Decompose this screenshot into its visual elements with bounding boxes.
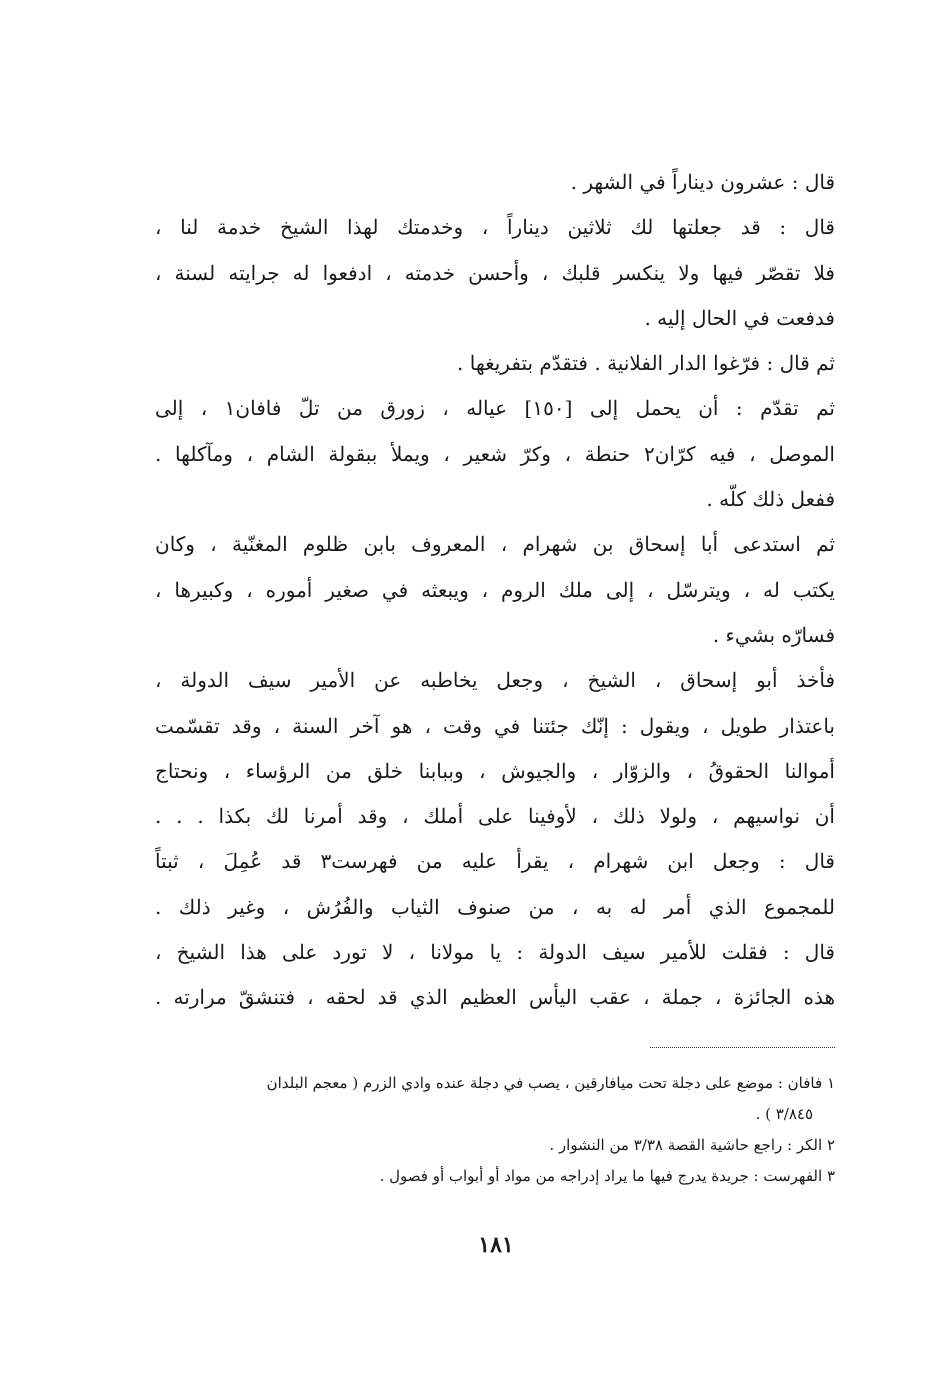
text-line: قال : قد جعلتها لك ثلاثين ديناراً ، وخدمتك لهذا الشيخ خدمة لنا ، <box>155 215 835 240</box>
page-number: ١٨١ <box>478 1232 514 1258</box>
text-line: للمجموع الذي أمر له به ، من صنوف الثياب والفُرُش ، وغير ذلك . <box>155 894 835 919</box>
text-line: قال : فقلت للأمير سيف الدولة : يا مولانا ، لا تورد على هذا الشيخ ، <box>155 940 835 965</box>
text-line: ففعل ذلك كلّه . <box>706 487 835 512</box>
footnotes <box>160 1068 835 1192</box>
footnote-divider <box>650 1047 835 1048</box>
text-line: باعتذار طويل ، ويقول : إنّك جئتنا في وقت ، هو آخر السنة ، وقد تقسّمت <box>155 713 835 738</box>
text-line: أن نواسيهم ، ولولا ذلك ، لأوفينا على أملك ، وقد أمرنا لك بكذا . . . <box>155 804 835 829</box>
text-line: فسارّه بشيء . <box>712 622 835 647</box>
text-line: هذه الجائزة ، جملة ، عقب اليأس العظيم الذي قد لحقه ، فتنشقّ مرارته . <box>155 985 835 1010</box>
footnote-2: ٢ الكر : راجع حاشية القصة ٣/٣٨ من النشوار . <box>549 1136 835 1154</box>
footnote-1-continuation: ٣/٨٤٥ ) . <box>755 1105 813 1123</box>
text-line: فدفعت في الحال إليه . <box>644 305 835 330</box>
footnote-1: ١ فافان : موضع على دجلة تحت ميافارقين ، يصب في دجلة عنده وادي الزرم ( معجم البلدان <box>266 1074 835 1092</box>
body-text <box>155 160 835 1021</box>
text-line: قال : وجعل ابن شهرام ، يقرأ عليه من فهرست٣ قد عُمِلَ ، ثبتاً <box>155 849 835 874</box>
text-line: قال : عشرون ديناراً في الشهر . <box>570 170 835 194</box>
text-line: فلا تقصّر فيها ولا ينكسر قلبك ، وأحسن خدمته ، ادفعوا له جرايته لسنة ، <box>155 260 835 285</box>
text-line: فأخذ أبو إسحاق ، الشيخ ، وجعل يخاطبه عن الأمير سيف الدولة ، <box>155 668 835 693</box>
text-line: ثم قال : فرّغوا الدار الفلانية . فتقدّم بتفريغها . <box>457 351 835 376</box>
text-line: أموالنا الحقوقُ ، والزوّار ، والجيوش ، وببابنا خلق من الرؤساء ، ونحتاج <box>155 758 835 783</box>
text-line: يكتب له ، ويترسّل ، إلى ملك الروم ، ويبعثه في صغير أموره ، وكبيرها ، <box>155 577 835 602</box>
text-line: ثم استدعى أبا إسحاق بن شهرام ، المعروف بابن ظلوم المغنّية ، وكان <box>155 532 835 557</box>
text-line: الموصل ، فيه كرّان٢ حنطة ، وكرّ شعير ، ويملأ ببقولة الشام ، ومآكلها . <box>155 441 835 466</box>
text-line: ثم تقدّم : أن يحمل إلى [١٥٠] عياله ، زورق من تلّ فافان١ ، إلى <box>155 396 835 421</box>
footnote-3: ٣ الفهرست : جريدة يدرج فيها ما يراد إدراجه من مواد أو أبواب أو فصول . <box>379 1167 835 1185</box>
